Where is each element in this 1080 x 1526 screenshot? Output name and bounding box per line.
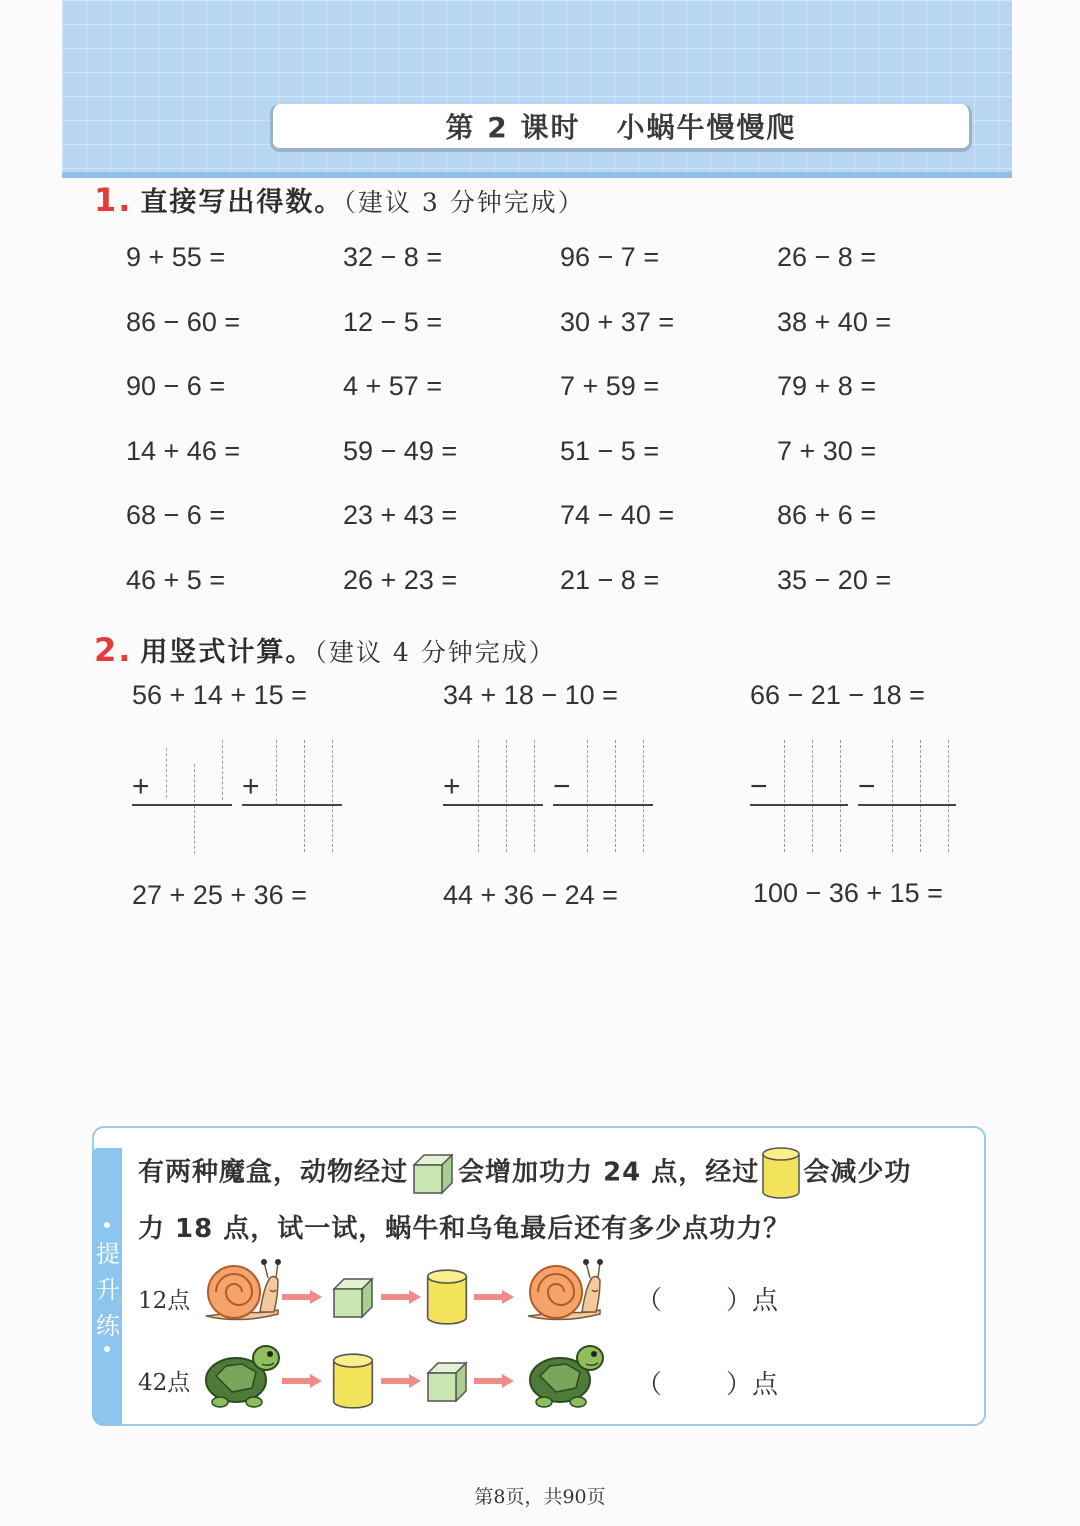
- snail-icon: [200, 1256, 282, 1326]
- guide-line: [812, 740, 813, 852]
- arrow-icon: [474, 1290, 514, 1304]
- calc-item: 14 + 46 =: [126, 435, 241, 466]
- question-line-2: 力 18 点，试一试，蜗牛和乌龟最后还有多少点功力？: [138, 1214, 791, 1244]
- calc-row: [126, 436, 946, 501]
- guide-line: [643, 740, 644, 852]
- calc-item: 26 − 8 =: [777, 242, 877, 272]
- sum-line: [132, 804, 232, 806]
- calc-row: [126, 307, 946, 372]
- calc-item: 21 − 8 =: [560, 564, 660, 595]
- calc-item: 23 + 43 =: [343, 500, 458, 530]
- mental-calc-grid: [126, 242, 946, 629]
- calc-item: 90 − 6 =: [126, 371, 226, 401]
- guide-line: [304, 740, 305, 852]
- calc-row: [126, 565, 946, 630]
- guide-line: [506, 740, 507, 852]
- calc-row: [126, 371, 946, 436]
- arrow-icon: [282, 1290, 322, 1304]
- guide-line: [892, 740, 893, 852]
- tab-dot: [104, 1346, 110, 1352]
- calc-item: 59 − 49 =: [343, 435, 458, 466]
- calc-item: 79 + 8 =: [777, 371, 877, 401]
- guide-line: [615, 740, 616, 852]
- lesson-subtitle: 小蜗牛慢慢爬: [616, 111, 797, 144]
- snail-answer-blank[interactable]: [636, 1280, 778, 1317]
- plus-sign: +: [443, 770, 461, 803]
- question-text-part: 会增加功力 24 点，经过: [458, 1157, 760, 1188]
- calc-item: 46 + 5 =: [126, 564, 226, 595]
- vertical-problem: 100 − 36 + 15 =: [753, 878, 943, 908]
- calc-item: 26 + 23 =: [343, 564, 458, 595]
- magic-cylinder-icon: [425, 1268, 469, 1326]
- turtle-answer-blank[interactable]: [636, 1364, 778, 1401]
- guide-line: [534, 740, 535, 852]
- challenge-tab-label: 提升练: [96, 1240, 120, 1340]
- sum-line: [443, 804, 543, 806]
- vertical-problem: 56 + 14 + 15 =: [132, 680, 307, 710]
- tab-dot: [104, 1222, 110, 1228]
- magic-cylinder-icon: [331, 1352, 375, 1410]
- snail-start-power: 12点: [138, 1288, 191, 1314]
- calc-item: 7 + 30 =: [777, 435, 877, 466]
- lesson-title-bar: [270, 104, 972, 152]
- sum-line: [242, 804, 342, 806]
- section2-title: [94, 630, 556, 669]
- section1-number: 1.: [94, 181, 133, 219]
- difference-line: [858, 804, 956, 806]
- guide-line: [222, 740, 223, 800]
- magic-cube-icon: [330, 1274, 376, 1320]
- arrow-icon: [381, 1374, 421, 1388]
- minus-sign: −: [553, 770, 571, 803]
- section1-heading: 直接写出得数。: [140, 187, 344, 218]
- guide-line: [478, 740, 479, 852]
- minus-sign: −: [858, 770, 876, 803]
- open-paren: （: [636, 1370, 663, 1400]
- open-paren: （: [636, 1286, 663, 1316]
- calc-item: 30 + 37 =: [560, 306, 675, 337]
- guide-line: [948, 740, 949, 852]
- question-text-part: 有两种魔盒，动物经过: [138, 1157, 409, 1188]
- vertical-problem: 66 − 21 − 18 =: [750, 680, 925, 710]
- plus-sign: +: [242, 770, 260, 803]
- close-paren-unit: ）点: [726, 1370, 779, 1400]
- calc-item: 51 − 5 =: [560, 435, 660, 466]
- calc-item: 9 + 55 =: [126, 242, 226, 272]
- section2-heading: 用竖式计算。: [140, 637, 315, 668]
- arrow-icon: [381, 1290, 421, 1304]
- guide-line: [276, 740, 277, 806]
- lesson-number: 第 2 课时: [445, 111, 581, 144]
- minus-sign: −: [750, 770, 768, 803]
- calc-item: 86 + 6 =: [777, 500, 877, 530]
- calc-row: [126, 242, 946, 307]
- vertical-problem: 44 + 36 − 24 =: [443, 880, 618, 910]
- calc-item: 4 + 57 =: [343, 371, 443, 401]
- question-text-part: 会减少功: [803, 1157, 912, 1188]
- plus-sign: +: [132, 770, 150, 803]
- calc-item: 74 − 40 =: [560, 500, 675, 530]
- vertical-problem: 27 + 25 + 36 =: [132, 880, 307, 910]
- guide-line: [194, 764, 195, 854]
- section1-hint: （建议 3 分钟完成）: [343, 188, 585, 217]
- guide-line: [166, 748, 167, 798]
- guide-line: [784, 740, 785, 852]
- question-line-1: [138, 1146, 911, 1200]
- vertical-problem: 34 + 18 − 10 =: [443, 680, 618, 710]
- page-footer: 第8页，共90页: [474, 1486, 606, 1508]
- close-paren-unit: ）点: [726, 1286, 779, 1316]
- difference-line: [553, 804, 653, 806]
- magic-cube-icon: [424, 1358, 470, 1404]
- calc-item: 68 − 6 =: [126, 500, 226, 530]
- guide-line: [920, 740, 921, 852]
- calc-item: 86 − 60 =: [126, 306, 241, 337]
- arrow-icon: [474, 1374, 514, 1388]
- section2-hint: （建议 4 分钟完成）: [314, 638, 556, 667]
- calc-item: 12 − 5 =: [343, 306, 443, 337]
- arrow-icon: [282, 1374, 322, 1388]
- calc-row: [126, 500, 946, 565]
- magic-cylinder-icon: [761, 1146, 801, 1200]
- guide-line: [332, 740, 333, 852]
- guide-line: [587, 740, 588, 852]
- difference-line: [750, 804, 848, 806]
- guide-line: [840, 740, 841, 852]
- calc-item: 38 + 40 =: [777, 306, 892, 337]
- turtle-start-power: 42点: [138, 1370, 191, 1396]
- calc-item: 96 − 7 =: [560, 242, 660, 272]
- calc-item: 7 + 59 =: [560, 371, 660, 401]
- section2-number: 2.: [94, 631, 133, 669]
- turtle-icon: [202, 1336, 282, 1410]
- calc-item: 32 − 8 =: [343, 242, 443, 272]
- magic-cube-icon: [410, 1151, 456, 1195]
- section1-title: [94, 180, 585, 219]
- turtle-icon: [526, 1336, 606, 1410]
- calc-item: 35 − 20 =: [777, 564, 892, 595]
- snail-icon: [522, 1256, 604, 1326]
